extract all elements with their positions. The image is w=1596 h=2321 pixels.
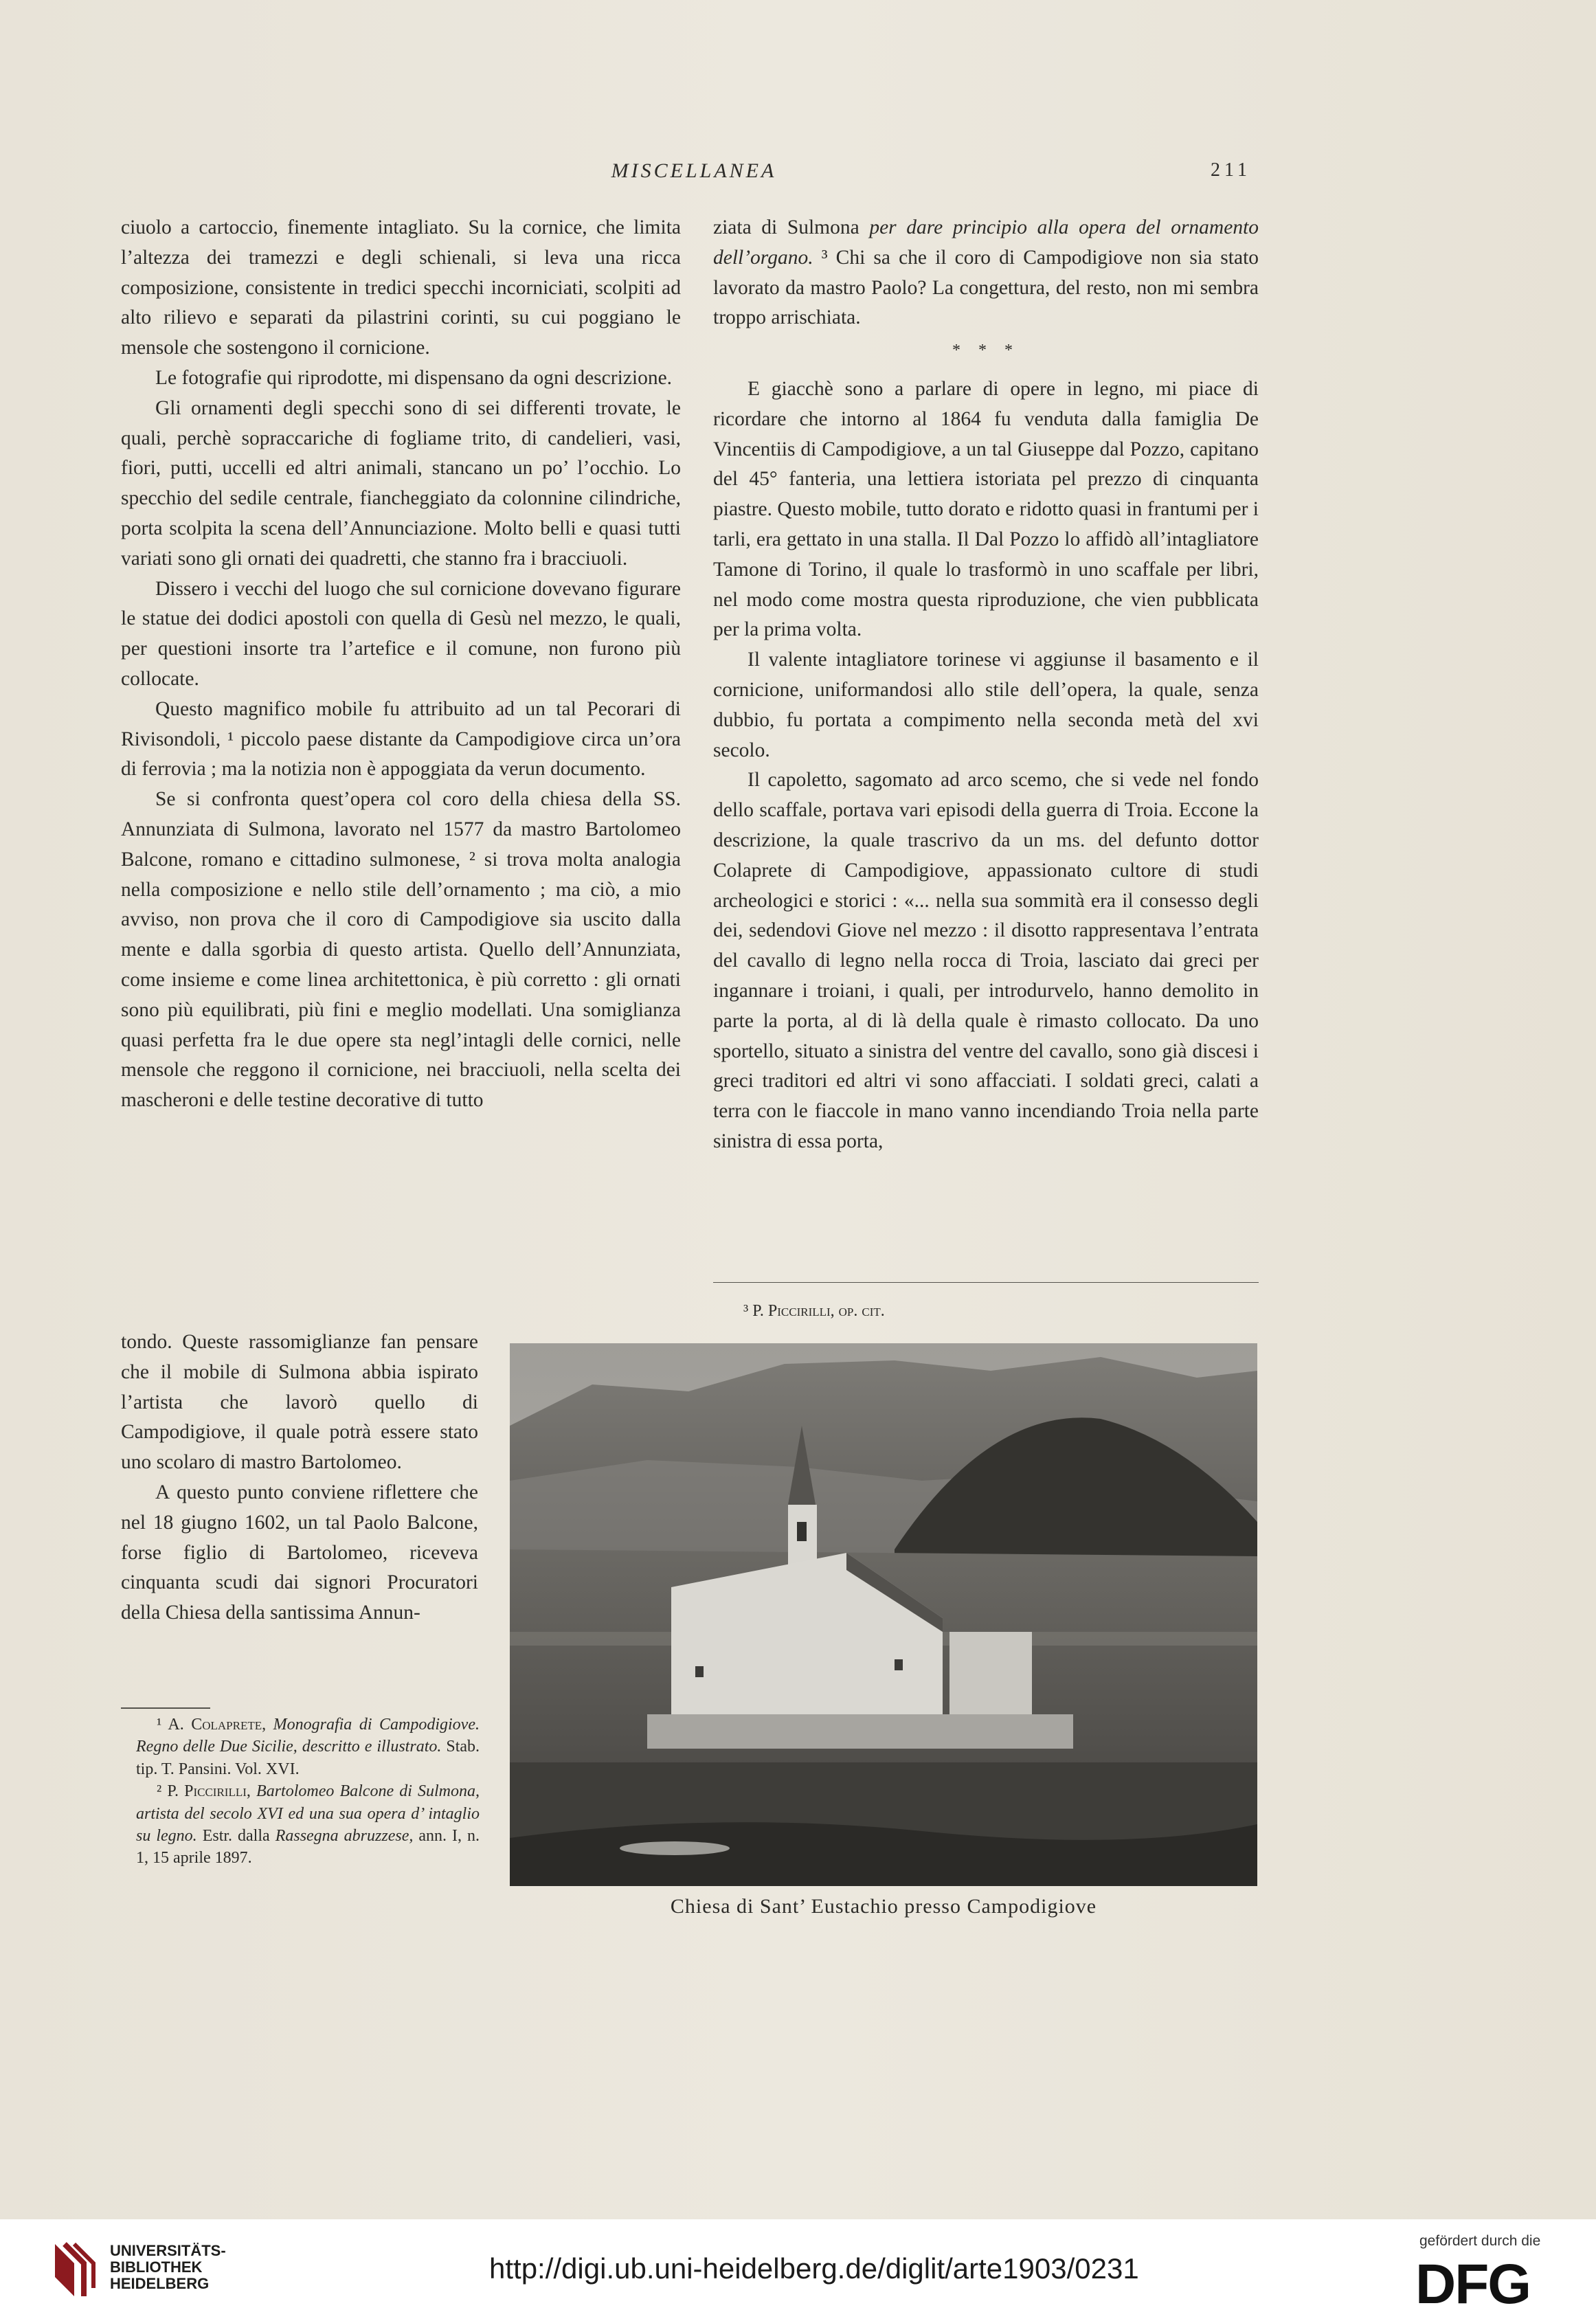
paragraph: Se si confronta quest’opera col coro della chiesa della SS. Annunziata di Sulmona, lavorato nel 1577 da mastro Bartolomeo Balcone, romano e cittadino sulmonese, ² si trova molta analogia nella composizione e nello stile dell’ornamento ; ma ciò, a mio avviso, non prova che il coro di Campodigiove sia uscito dalla mente e dalla sgorbia di questo artista. Quello dell’Annunziata, come insieme e come linea architettonica, è più corretto : gli ornati sono più equilibrati, più fini e meglio modellati. Una somiglianza quasi perfetta fra le due opere sta negl’intagli delle cornici, nelle mensole che reggono il cornicione, nei bracciuoli, nella scelta dei mascheroni e delle testine decorative di tutto [121, 788, 681, 1112]
paragraph: Le fotografie qui riprodotte, mi dispensano da ogni descrizione. [155, 366, 673, 389]
paragraph: Il capoletto, sagomato ad arco scemo, che si vede nel fondo dello scaffale, portava vari episodi della guerra di Troia. Eccone la descrizione, la quale trascrivo da un ms. del defunto dottor Colaprete di Campodigiove, appassionato cultore di studi archeologici e storici : «... nella sua sommità era il consesso degli dei, sedendovi Giove nel mezzo : il disotto rappresentava l’entrata del cavallo di legno nella rocca di Troia, lasciato dai greci per ingannare i troiani, i quali, per introdurvelo, hanno demolito in parte la porta, al di là della quale è rimasto collocato. Da uno sportello, situato a sinistra del ventre del cavallo, sono già discesi i greci traditori ed altri vi sono affacciati. I soldati greci, calati a terra con le fiaccole in mano vanno incendiando Troia nella parte sinistra di essa porta, [713, 769, 1259, 1152]
paragraph: A questo punto conviene riflettere che nel 18 giugno 1602, un tal Paolo Balcone, forse figlio di Bartolomeo, riceveva cinquanta scudi dai signori Procuratori della Chiesa della santissima Annun- [121, 1481, 478, 1624]
footnote-3: ³ P. Piccirilli, op. cit. [743, 1302, 885, 1320]
library-name: UNIVERSITÄTS- BIBLIOTHEK HEIDELBERG [110, 2242, 226, 2292]
university-library-logo-icon [49, 2240, 98, 2300]
funding-label: gefördert durch die [1419, 2233, 1541, 2249]
paragraph: Il valente intagliatore torinese vi aggiunse il basamento e il cornicione, uniformandosi allo stile dell’opera, la quale, senza dubbio, fu portata a compimento nella seconda metà del xvi secolo. [713, 649, 1259, 761]
running-title: MISCELLANEA [611, 159, 777, 182]
footnote-rule-left [121, 1707, 210, 1709]
paragraph: ciuolo a cartoccio, finemente intagliato. Su la cornice, che limita l’altezza dei tramezzi e degli schienali, si leva una ricca composizione, consistente in tredici specchi incorniciati, scolpiti ad alto rilievo e separati da pilastrini corinti, su cui poggiano le mensole che sostengono il cornicione. [121, 216, 681, 359]
right-column [713, 213, 1259, 1157]
church-photograph [510, 1343, 1257, 1886]
dfg-logo: DFG [1415, 2253, 1531, 2316]
figure-caption: Chiesa di Sant’ Eustachio presso Campodigiove [670, 1895, 1097, 1918]
paragraph: Gli ornamenti degli specchi sono di sei differenti trovate, le quali, perchè sopraccariche di fogliame trito, di candelieri, vasi, fiori, putti, uccelli ed altri animali, stancano un po’ l’occhio. Lo specchio del sedile centrale, fiancheggiato da colonnine cilindriche, porta scolpita la scena dell’Annunciazione. Molto belli e quasi tutti variati sono gli ornati dei quadretti, che stanno fra i bracciuoli. [121, 396, 681, 570]
viewer-footer [0, 2219, 1596, 2321]
footnote-rule-right [713, 1282, 1259, 1283]
footnotes-left [136, 1714, 480, 1870]
paragraph: Questo magnifico mobile fu attribuito ad un tal Pecorari di Rivisondoli, ¹ piccolo paese distante da Campodigiove circa un’ora di ferrovia ; ma la notizia non è appoggiata da verun documento. [121, 697, 681, 781]
paragraph: Dissero i vecchi del luogo che sul cornicione dovevano figurare le statue dei dodici apostoli con quella di Gesù nel mezzo, le quali, per questioni insorte tra l’artefice e il comune, non furono più collocate. [121, 577, 681, 690]
paragraph: tondo. Queste rassomiglianze fan pensare che il mobile di Sulmona abbia ispirato l’artista che lavorò quello di Campodigiove, il quale potrà essere stato uno scolaro di mastro Bartolomeo. [121, 1331, 478, 1474]
left-column [121, 213, 681, 1116]
footnote-1: ¹ A. Colaprete, Monografia di Campodigiove. Regno delle Due Sicilie, descritto e illustrato. Stab. tip. T. Pansini. Vol. XVI. [136, 1716, 480, 1778]
paragraph: E giacchè sono a parlare di opere in legno, mi piace di ricordare che intorno al 1864 fu venduta dalla famiglia De Vincentiis di Campodigiove, a un tal Giuseppe dal Pozzo, capitano del 45° fanteria, una lettiera istoriata pel prezzo di cinquanta piastre. Questo mobile, tutto dorato e ridotto quasi in frantumi per i tarli, era gettato in una stalla. Il Dal Pozzo lo affidò all’intagliatore Tamone di Torino, il quale lo trasformò in uno scaffale per libri, nel modo come mostra questa riproduzione, che vien pubblicata per la prima volta. [713, 377, 1259, 641]
permalink-url[interactable]: http://digi.ub.uni-heidelberg.de/diglit/arte1903/0231 [489, 2252, 1139, 2285]
section-separator: * * * [952, 341, 1020, 360]
narrow-column [121, 1327, 478, 1628]
paragraph: ziata di Sulmona per dare principio alla opera del ornamento dell’organo. ³ Chi sa che il coro di Campodigiove non sia stato lavorato da mastro Paolo? La congettura, del resto, non mi sembra troppo arrischiata. [713, 216, 1259, 329]
page-number: 211 [1211, 159, 1251, 181]
photo-church [510, 1343, 1257, 1886]
footnote-2: ² P. Piccirilli, Bartolomeo Balcone di Sulmona, artista del secolo XVI ed una sua opera d’ intaglio su legno. Estr. dalla Rassegna abruzzese, ann. I, n. 1, 15 aprile 1897. [136, 1782, 480, 1868]
